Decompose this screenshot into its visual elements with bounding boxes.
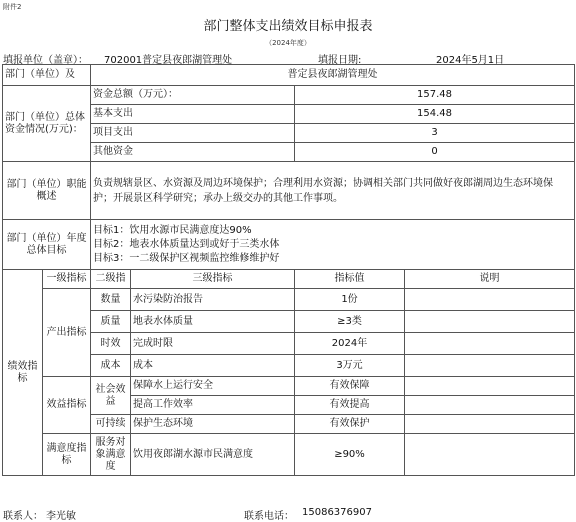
attachment-label: 附件2 [3, 3, 22, 11]
unit-label: 填报单位（盖章）： [3, 55, 88, 66]
header-note: 说明 [405, 270, 575, 289]
funds-basic-label: 基本支出 [91, 105, 295, 124]
benefit-note [405, 377, 575, 396]
sustain-label: 可持续 [91, 415, 131, 434]
benefit-note [405, 415, 575, 434]
phone-value: 15086376907 [302, 507, 372, 518]
goal-item: 目标2：地表水体质量达到或好于三类水体 [93, 238, 280, 250]
benefit-note [405, 396, 575, 415]
output-label: 产出指标 [43, 289, 91, 377]
output-lvl3: 完成时限 [131, 333, 295, 355]
goal-item: 目标1：饮用水源市民满意度达90% [93, 224, 252, 236]
benefit-label: 效益指标 [43, 377, 91, 434]
year-subtitle: （2024年度） [265, 39, 311, 47]
funds-other-value: 0 [295, 143, 575, 162]
header-lvl2: 二级指 [91, 270, 131, 289]
service-object-label: 服务对象满意度 [91, 434, 131, 476]
output-value: 3万元 [295, 355, 405, 377]
funds-basic-value: 154.48 [295, 105, 575, 124]
duty-value: 负责规辖景区、水资源及周边环境保护；合理利用水资源；协调相关部门共同做好夜郎湖周边生态环境保护；开展景区科学研究；承办上级交办的其他工作事项。 [91, 162, 575, 220]
satisfaction-note [405, 434, 575, 476]
output-lvl2: 成本 [91, 355, 131, 377]
benefit-lvl3: 保护生态环境 [131, 415, 295, 434]
perf-main-label: 绩效指标 [3, 270, 43, 476]
satisfaction-value: ≥90% [295, 434, 405, 476]
output-value: 1份 [295, 289, 405, 311]
benefit-value: 有效保护 [295, 415, 405, 434]
benefit-lvl3: 提高工作效率 [131, 396, 295, 415]
output-value: ≥3类 [295, 311, 405, 333]
goal-item: 目标3：一二级保护区视频监控维修维护好 [93, 252, 280, 264]
benefit-lvl3: 保障水上运行安全 [131, 377, 295, 396]
phone-label: 联系电话： [244, 511, 294, 522]
output-lvl3: 成本 [131, 355, 295, 377]
satisfaction-lvl3: 饮用夜郎湖水源市民满意度 [131, 434, 295, 476]
output-note [405, 355, 575, 377]
output-note [405, 333, 575, 355]
unit-name-label: 部门（单位）及 [3, 65, 91, 86]
output-lvl2: 数量 [91, 289, 131, 311]
date-label: 填报日期: [318, 55, 362, 66]
unit-value: 702001普定县夜郎湖管理处 [104, 55, 233, 66]
funds-project-label: 项目支出 [91, 124, 295, 143]
goal-label: 部门（单位）年度总体目标 [3, 220, 91, 270]
output-lvl2: 质量 [91, 311, 131, 333]
page-title: 部门整体支出绩效目标申报表 [203, 19, 373, 34]
date-value: 2024年5月1日 [436, 55, 505, 66]
benefit-value: 有效提高 [295, 396, 405, 415]
output-lvl2: 时效 [91, 333, 131, 355]
performance-table [2, 64, 575, 476]
funds-total-value: 157.48 [295, 86, 575, 105]
satisfaction-label: 满意度指标 [43, 434, 91, 476]
unit-name-value: 普定县夜郎湖管理处 [91, 65, 575, 86]
output-value: 2024年 [295, 333, 405, 355]
contact-label: 联系人： [3, 511, 43, 522]
benefit-value: 有效保障 [295, 377, 405, 396]
funds-label: 部门（单位）总体资金情况(万元)： [3, 86, 91, 162]
contact-value: 李光敏 [46, 511, 76, 522]
funds-total-label: 资金总额（万元）： [91, 86, 295, 105]
duty-label: 部门（单位）职能概述 [3, 162, 91, 220]
header-lvl1: 一级指标 [43, 270, 91, 289]
output-note [405, 311, 575, 333]
output-note [405, 289, 575, 311]
header-lvl3: 三级指标 [131, 270, 295, 289]
goal-list [91, 220, 575, 270]
funds-other-label: 其他资金 [91, 143, 295, 162]
header-value: 指标值 [295, 270, 405, 289]
funds-project-value: 3 [295, 124, 575, 143]
social-benefit-label: 社会效益 [91, 377, 131, 415]
output-lvl3: 水污染防治报告 [131, 289, 295, 311]
output-lvl3: 地表水体质量 [131, 311, 295, 333]
